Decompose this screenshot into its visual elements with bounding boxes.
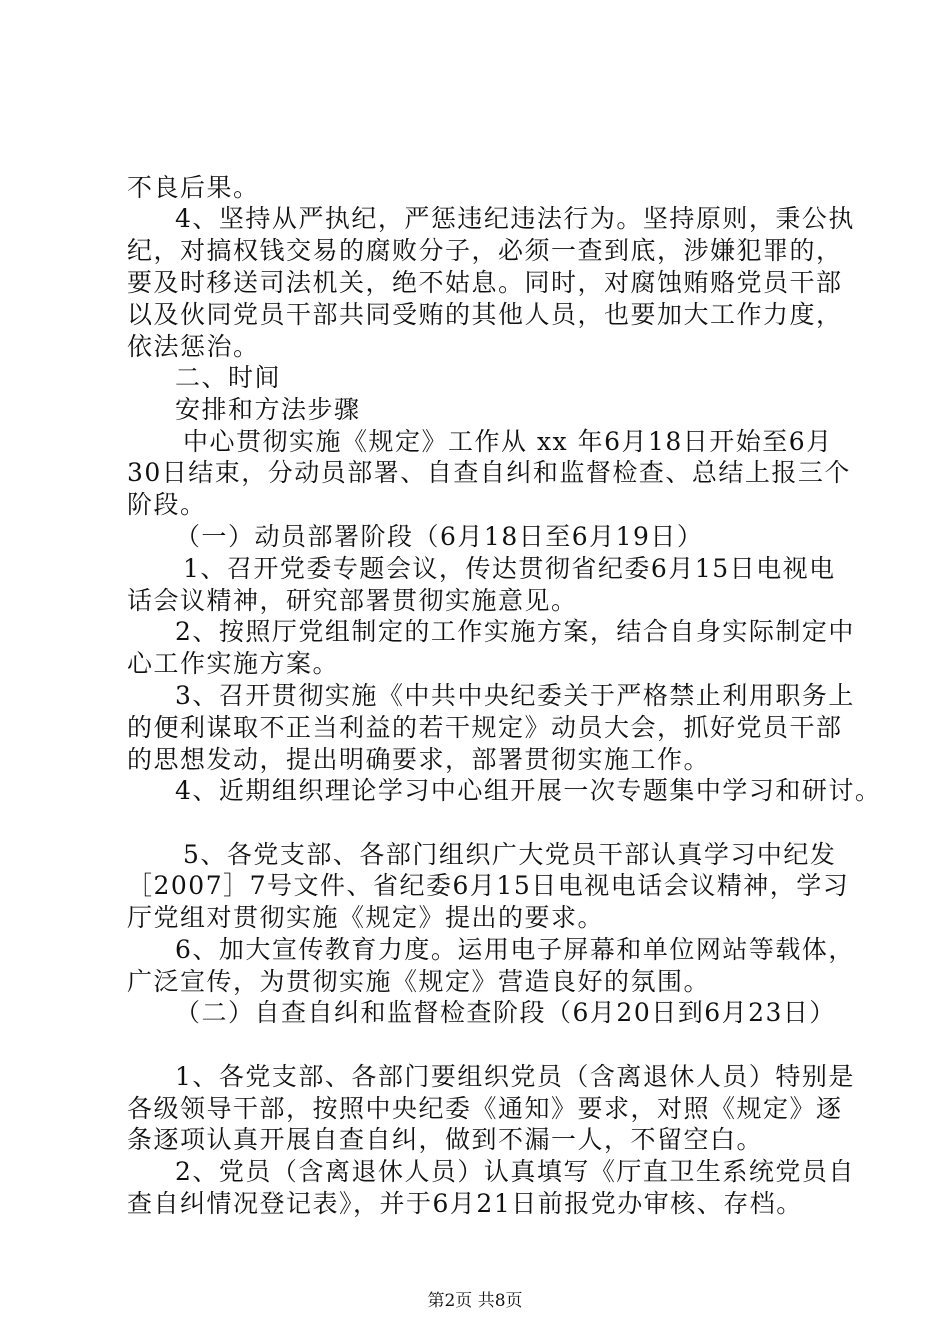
text-line: 4、坚持从严执纪，严惩违纪违法行为。坚持原则，秉公执 [175, 204, 855, 233]
text-line: 各级领导干部，按照中央纪委《通知》要求，对照《规定》逐 [127, 1094, 843, 1123]
text-line: 依法惩治。 [127, 332, 260, 361]
text-line: 阶段。 [127, 490, 207, 519]
text-line: 2、按照厅党组制定的工作实施方案，结合自身实际制定中 [175, 617, 855, 646]
text-line: ［2007］7号文件、省纪委6月15日电视电话会议精神，学习 [127, 871, 850, 900]
text-line: 心工作实施方案。 [127, 649, 340, 678]
text-line: 6、加大宣传教育力度。运用电子屏幕和单位网站等载体， [175, 935, 855, 964]
text-line: 的思想发动，提出明确要求，部署贯彻实施工作。 [127, 745, 711, 774]
text-line: 3、召开贯彻实施《中共中央纪委关于严格禁止利用职务上 [175, 681, 855, 710]
text-line: 条逐项认真开展自查自纠，做到不漏一人，不留空白。 [127, 1125, 764, 1154]
text-line: 以及伙同党员干部共同受贿的其他人员，也要加大工作力度， [127, 300, 843, 329]
text-line: 5、各党支部、各部门组织广大党员干部认真学习中纪发 [183, 840, 837, 869]
section-heading: 安排和方法步骤 [175, 395, 361, 424]
text-line: 4、近期组织理论学习中心组开展一次专题集中学习和研讨。 [175, 776, 882, 805]
text-line: 2、党员（含离退休人员）认真填写《厅直卫生系统党员自 [175, 1157, 855, 1186]
text-line: 广泛宣传，为贯彻实施《规定》营造良好的氛围。 [127, 967, 711, 996]
text-line: 查自纠情况登记表》，并于6月21日前报党办审核、存档。 [127, 1189, 803, 1218]
text-line: 纪，对搞权钱交易的腐败分子，必须一查到底，涉嫌犯罪的， [127, 236, 843, 265]
text-line: 1、各党支部、各部门要组织党员（含离退休人员）特别是 [175, 1062, 855, 1091]
page-number-footer: 第2页 共8页 [427, 1291, 523, 1311]
text-line: 1、召开党委专题会议，传达贯彻省纪委6月15日电视电 [183, 554, 836, 583]
subsection-heading: （二）自查自纠和监督检查阶段（6月20日到6月23日） [175, 998, 836, 1027]
text-line: 要及时移送司法机关，绝不姑息。同时，对腐蚀贿赂党员干部 [127, 268, 843, 297]
text-line: 的便利谋取不正当利益的若干规定》动员大会，抓好党员干部 [127, 713, 843, 742]
text-line: 不良后果。 [127, 173, 260, 202]
section-heading: 二、时间 [175, 363, 282, 392]
text-line: 话会议精神，研究部署贯彻实施意见。 [127, 586, 578, 615]
text-line: 30日结束，分动员部署、自查自纠和监督检查、总结上报三个 [127, 458, 851, 487]
text-line: 中心贯彻实施《规定》工作从 xx 年6月18日开始至6月 [183, 427, 833, 456]
subsection-heading: （一）动员部署阶段（6月18日至6月19日） [175, 522, 704, 551]
text-line: 厅党组对贯彻实施《规定》提出的要求。 [127, 903, 605, 932]
